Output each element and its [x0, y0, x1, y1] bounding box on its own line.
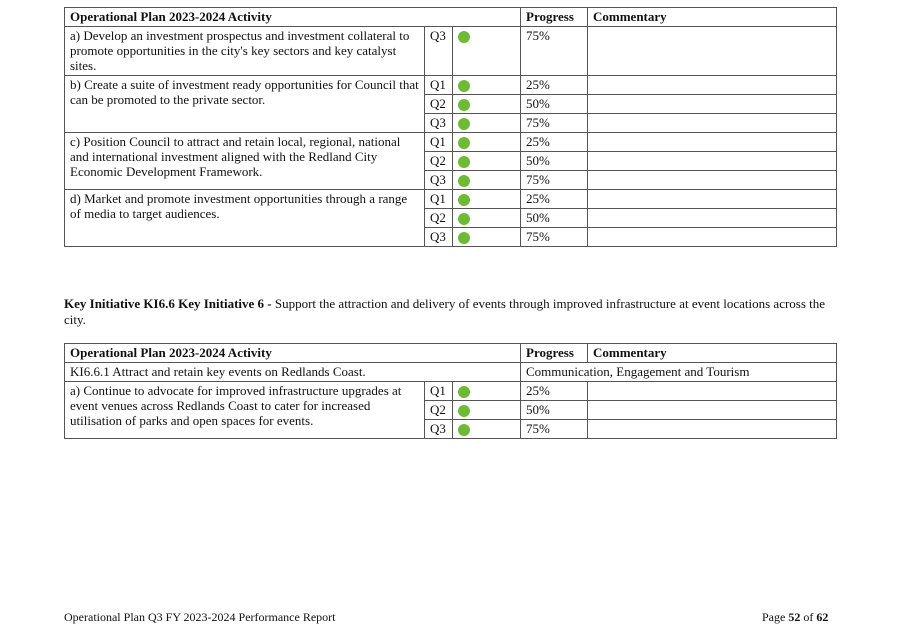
header-activity: Operational Plan 2023-2024 Activity: [65, 8, 521, 27]
status-cell: [453, 114, 521, 133]
progress-cell: 50%: [521, 209, 588, 228]
commentary-cell: [588, 420, 837, 439]
status-cell: [453, 76, 521, 95]
activity-description: a) Continue to advocate for improved infrastructure upgrades at event venues across Redlands Coast to cater for increased utilisation of parks and open spaces for events.: [65, 382, 425, 439]
activity-description: a) Develop an investment prospectus and investment collateral to promote opportunities in the city's key sectors and key catalyst sites.: [65, 27, 425, 76]
activity-table-1: [64, 7, 837, 247]
status-cell: [453, 27, 521, 76]
commentary-cell: [588, 228, 837, 247]
commentary-cell: [588, 114, 837, 133]
commentary-cell: [588, 133, 837, 152]
quarter-cell: Q1: [425, 190, 453, 209]
quarter-cell: Q3: [425, 171, 453, 190]
commentary-cell: [588, 382, 837, 401]
quarter-cell: Q2: [425, 95, 453, 114]
status-dot-icon: [458, 232, 470, 244]
initiative-text: Support the attraction and delivery of events through improved infrastructure at event locations across the city.: [64, 296, 826, 327]
key-initiative-activity: KI6.6.1 Attract and retain key events on Redlands Coast.: [65, 363, 521, 382]
initiative-label: Key Initiative KI6.6 Key Initiative 6 -: [64, 296, 272, 311]
quarter-cell: Q3: [425, 228, 453, 247]
header-commentary: Commentary: [588, 8, 837, 27]
status-cell: [453, 190, 521, 209]
status-dot-icon: [458, 213, 470, 225]
status-cell: [453, 133, 521, 152]
key-initiative-heading: [64, 296, 844, 328]
activity-description: b) Create a suite of investment ready opportunities for Council that can be promoted to the private sector.: [65, 76, 425, 133]
status-cell: [453, 95, 521, 114]
header-progress: Progress: [521, 344, 588, 363]
status-cell: [453, 209, 521, 228]
footer-page-number: [762, 610, 828, 625]
quarter-cell: Q2: [425, 401, 453, 420]
progress-cell: 75%: [521, 228, 588, 247]
quarter-cell: Q3: [425, 27, 453, 76]
quarter-cell: Q3: [425, 420, 453, 439]
progress-cell: 50%: [521, 152, 588, 171]
status-dot-icon: [458, 99, 470, 111]
commentary-cell: [588, 152, 837, 171]
activity-description: d) Market and promote investment opportunities through a range of media to target audiences.: [65, 190, 425, 247]
page-separator: of: [800, 610, 817, 624]
status-cell: [453, 382, 521, 401]
progress-cell: 25%: [521, 190, 588, 209]
status-dot-icon: [458, 137, 470, 149]
activity-description: c) Position Council to attract and retain local, regional, national and international investment aligned with the Redland City Economic Development Framework.: [65, 133, 425, 190]
commentary-cell: [588, 27, 837, 76]
progress-cell: 25%: [521, 382, 588, 401]
responsible-department: Communication, Engagement and Tourism: [521, 363, 837, 382]
status-dot-icon: [458, 194, 470, 206]
status-dot-icon: [458, 405, 470, 417]
progress-cell: 75%: [521, 420, 588, 439]
quarter-cell: Q2: [425, 152, 453, 171]
quarter-cell: Q1: [425, 133, 453, 152]
status-cell: [453, 171, 521, 190]
status-dot-icon: [458, 80, 470, 92]
commentary-cell: [588, 95, 837, 114]
status-cell: [453, 152, 521, 171]
status-dot-icon: [458, 386, 470, 398]
quarter-cell: Q2: [425, 209, 453, 228]
status-dot-icon: [458, 31, 470, 43]
page-total: 62: [816, 610, 829, 624]
quarter-cell: Q1: [425, 76, 453, 95]
progress-cell: 25%: [521, 133, 588, 152]
progress-cell: 75%: [521, 171, 588, 190]
table-row: [65, 76, 837, 95]
progress-cell: 75%: [521, 27, 588, 76]
quarter-cell: Q1: [425, 382, 453, 401]
footer-report-title: Operational Plan Q3 FY 2023-2024 Performance Report: [64, 610, 336, 624]
table-row: [65, 27, 837, 76]
status-dot-icon: [458, 424, 470, 436]
page-current: 52: [788, 610, 801, 624]
commentary-cell: [588, 171, 837, 190]
status-cell: [453, 228, 521, 247]
status-cell: [453, 401, 521, 420]
status-dot-icon: [458, 118, 470, 130]
progress-cell: 50%: [521, 401, 588, 420]
commentary-cell: [588, 76, 837, 95]
table-row: [65, 190, 837, 209]
activity-table-2: [64, 343, 837, 439]
header-activity: Operational Plan 2023-2024 Activity: [65, 344, 521, 363]
table-row: [65, 133, 837, 152]
progress-cell: 50%: [521, 95, 588, 114]
table-row: [65, 382, 837, 401]
progress-cell: 75%: [521, 114, 588, 133]
header-commentary: Commentary: [588, 344, 837, 363]
progress-cell: 25%: [521, 76, 588, 95]
quarter-cell: Q3: [425, 114, 453, 133]
page-prefix: Page: [762, 610, 789, 624]
commentary-cell: [588, 401, 837, 420]
status-dot-icon: [458, 175, 470, 187]
header-progress: Progress: [521, 8, 588, 27]
commentary-cell: [588, 209, 837, 228]
status-cell: [453, 420, 521, 439]
commentary-cell: [588, 190, 837, 209]
status-dot-icon: [458, 156, 470, 168]
